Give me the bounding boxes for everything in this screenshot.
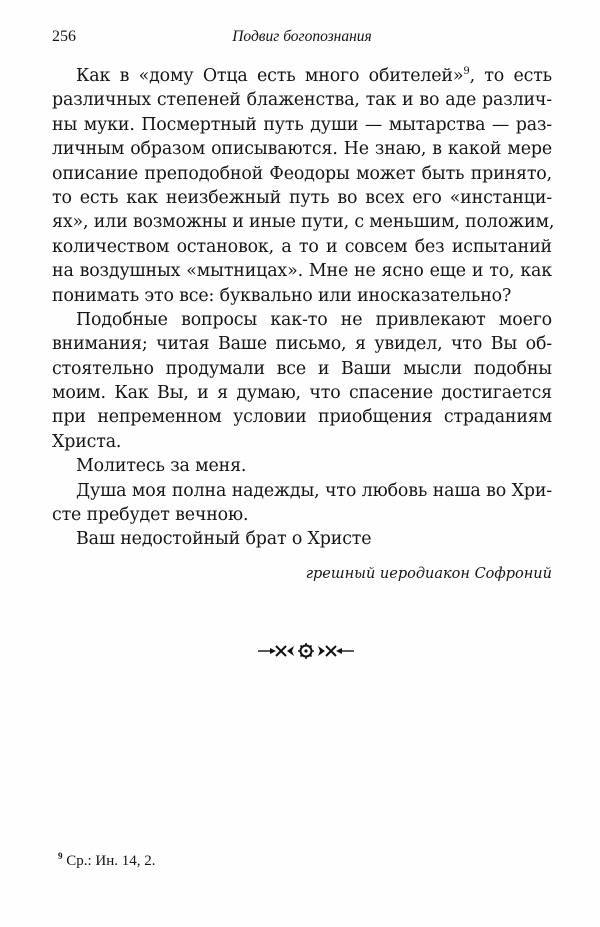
text-line: личным образом описываются. Не знаю, в какой мере [52, 139, 552, 160]
text-line: Как в «дому Отца есть много обителей»$^9$, то есть [76, 66, 553, 86]
text-line: Ваш недостойный брат о Христе [76, 529, 372, 550]
page-number: 256 [52, 28, 76, 45]
fleuron-ornament-icon [256, 642, 356, 660]
text-line: понимать это все: буквально или иносказательно? [52, 285, 512, 306]
text-line: стоятельно продумали все и Ваши мысли подобны [52, 358, 552, 379]
text-line: при непременном условии приобщения страданиям [52, 407, 552, 428]
text-line: Душа моя полна надежды, что любовь наша во Хри- [76, 480, 552, 501]
letter-body [52, 64, 555, 552]
text-line: внимания; читая Ваше письмо, я увидел, что Вы об- [52, 334, 552, 355]
text-line: моим. Как Вы, и я думаю, что спасение достигается [52, 383, 552, 404]
text-line: различных степеней блаженства, так и во аде различ- [52, 90, 552, 111]
footnote-reference[interactable]: 9 [463, 66, 470, 78]
text-line: то есть как неизбежный путь во всех его «инстанци- [52, 187, 552, 208]
running-head [52, 28, 552, 48]
footnote [58, 851, 156, 870]
text-line: сте пребудет вечною. [52, 505, 249, 526]
text-line: описание преподобной Феодоры может быть принято, [52, 163, 552, 184]
running-title: Подвиг богопознания [232, 28, 372, 45]
signature: грешный иеродиакон Софроний [305, 566, 552, 582]
footnote-marker: 9 [58, 851, 63, 861]
text-line: Молитесь за меня. [76, 456, 247, 477]
text-line: Подобные вопросы как-то не привлекают моего [76, 309, 552, 330]
text-line: ях», или возможны и иные пути, с меньшим, положим, [52, 212, 555, 233]
text-line: ны муки. Посмертный путь души — мытарства — раз- [52, 114, 552, 135]
text-line: на воздушных «мытницах». Мне не ясно еще и то, как [52, 261, 552, 282]
footnote-text: Ср.: Ин. 14, 2. [66, 853, 156, 869]
text-line: количеством остановок, а то и совсем без испытаний [52, 236, 552, 257]
text-line: Христа. [52, 431, 122, 452]
